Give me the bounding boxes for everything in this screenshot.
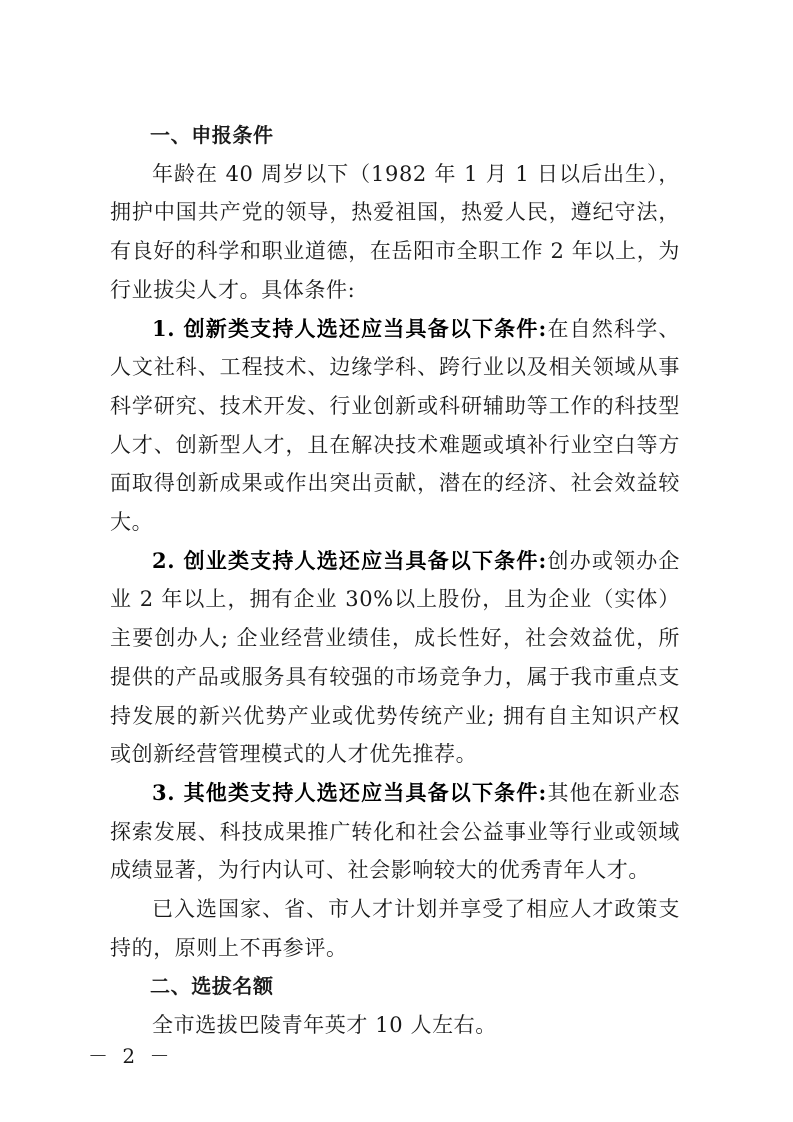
condition-item-1-text: 在自然科学、人文社科、工程技术、边缘学科、跨行业以及相关领域从事科学研究、技术开发、行业创新或科研辅助等工作的科技型人才、创新型人才，且在解决技术难题或填补行业空白等方面取得创新成果或作出突出贡献，潜在的经济、社会效益较大。 <box>110 316 681 535</box>
condition-item-3-lead: 3. 其他类支持人选还应当具备以下条件: <box>152 779 547 805</box>
condition-item-2-text: 创办或领办企业 2 年以上，拥有企业 30%以上股份，且为企业（实体）主要创办人; 企业经营业绩佳，成长性好，社会效益优，所提供的产品或服务具有较强的市场竞争力，属于我市重点支持发展的新兴优势产业或优势传统产业; 拥有自主知识产权或创新经营管理模式的人才优先推荐。 <box>110 548 681 767</box>
quota-text: 全市选拔巴陵青年英才 10 人左右。 <box>152 1013 497 1038</box>
condition-item-3-text: 其他在新业态探索发展、科技成果推广转化和社会公益事业等行业或领域成绩显著，为行内认可、社会影响较大的优秀青年人才。 <box>110 780 681 883</box>
page-number: － 2 － <box>88 1044 174 1068</box>
exclusion-note: 已入选国家、省、市人才计划并享受了相应人才政策支持的，原则上不再参评。 <box>110 897 680 960</box>
section-2-heading: 二、选拔名额 <box>150 974 274 999</box>
condition-item-2 <box>110 542 680 774</box>
document-body <box>110 116 680 1045</box>
section-1-heading: 一、申报条件 <box>150 123 274 147</box>
condition-item-2-lead: 2. 创业类支持人选还应当具备以下条件: <box>152 547 547 573</box>
condition-item-1 <box>110 310 680 542</box>
condition-item-1-lead: 1. 创新类支持人选还应当具备以下条件: <box>152 315 547 341</box>
eligibility-intro: 年龄在 40 周岁以下（1982 年 1 月 1 日以后出生），拥护中国共产党的领导，热爱祖国，热爱人民，遵纪守法，有良好的科学和职业道德，在岳阳市全职工作 2 年以上，为行业拔尖人才。具体条件: <box>110 161 680 302</box>
condition-item-3 <box>110 774 680 890</box>
